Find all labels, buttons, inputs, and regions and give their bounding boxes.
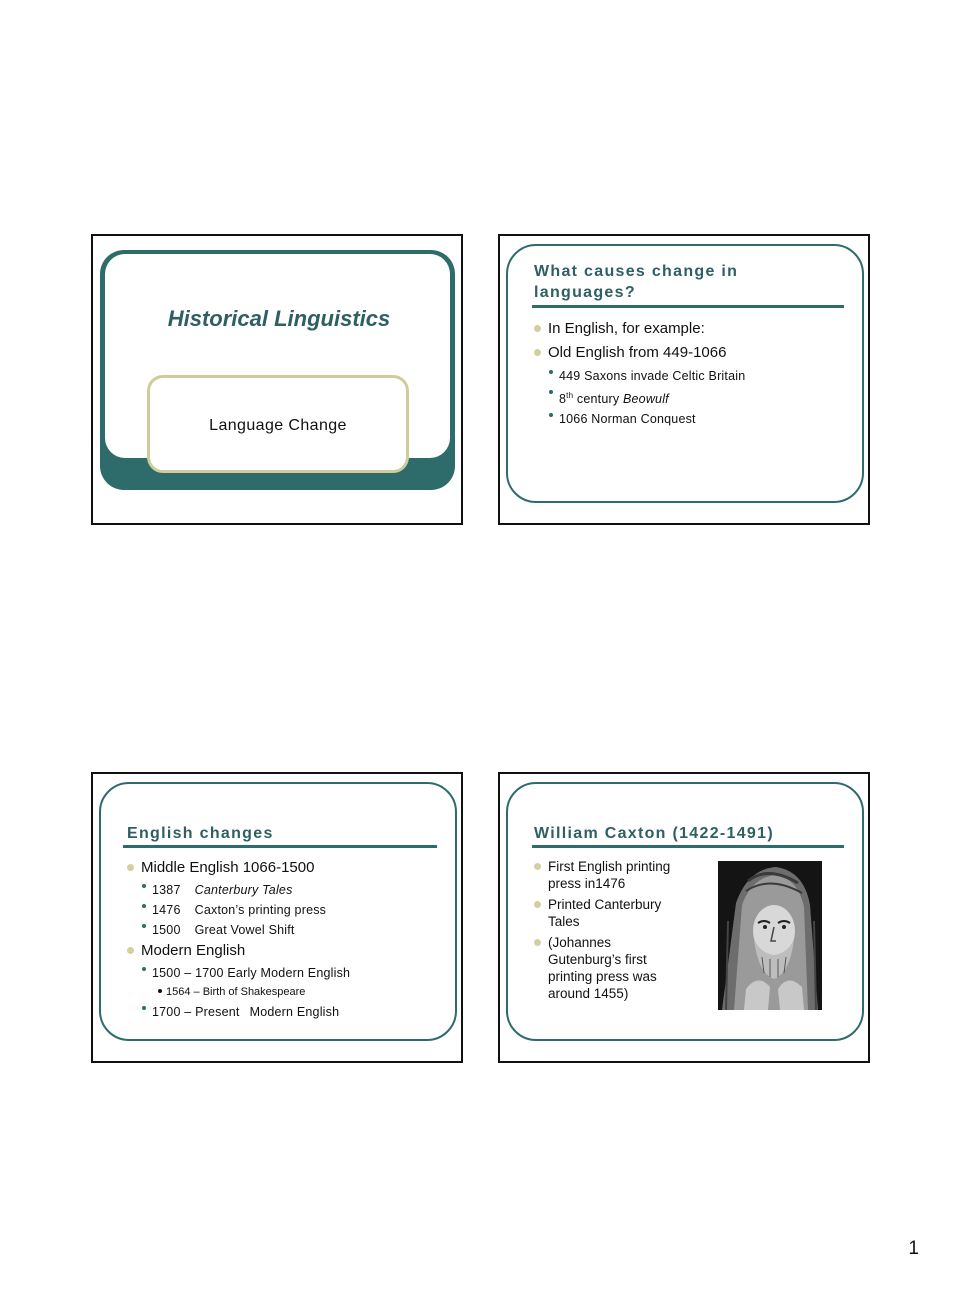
slide-4-title-rule <box>532 845 844 848</box>
caxton-portrait <box>718 861 822 1010</box>
slide-2-title: What causes change in languages? <box>534 263 739 301</box>
slide-3-title: English changes <box>127 825 274 842</box>
sub-list-item: 1066 Norman Conquest <box>549 411 834 427</box>
sub-list-item: 1476 Caxton’s printing press <box>142 902 437 918</box>
bullet-icon <box>534 901 541 908</box>
slide-3-title-rule <box>123 845 437 848</box>
list-item: Old English from 449-1066 <box>534 344 834 362</box>
list-item: Modern English <box>127 942 437 960</box>
bullet-icon <box>158 989 162 993</box>
sub-list-item: 1700 – Present Modern English <box>142 1004 437 1020</box>
slide-1-subtitle: Language Change <box>209 417 347 434</box>
bullet-icon <box>534 863 541 870</box>
list-item: First English printing press in1476 <box>534 858 684 892</box>
sub-sub-list-item: 1564 – Birth of Shakespeare <box>158 985 437 999</box>
sub-list-item: 449 Saxons invade Celtic Britain <box>549 368 834 384</box>
sub-list-item: 1387 Canterbury Tales <box>142 882 437 898</box>
slide-4 <box>498 772 870 1063</box>
bullet-icon <box>549 390 553 394</box>
bullet-icon <box>142 924 146 928</box>
bullet-icon <box>549 370 553 374</box>
bullet-icon <box>142 967 146 971</box>
bullet-icon <box>142 884 146 888</box>
slide-3-bullet-list <box>127 859 437 1024</box>
list-item: In English, for example: <box>534 320 834 338</box>
slide-3 <box>91 772 463 1063</box>
sub-list-item: 1500 – 1700 Early Modern English <box>142 965 437 981</box>
bullet-icon <box>534 939 541 946</box>
slide-1-subtitle-box <box>147 375 409 473</box>
slide-2-title-rule <box>532 305 844 308</box>
sub-list-item: 1500 Great Vowel Shift <box>142 922 437 938</box>
sub-list-item: 8th century Beowulf <box>549 388 834 407</box>
list-item: (Johannes Gutenburg’s first printing press was around 1455) <box>534 934 684 1002</box>
slide-2 <box>498 234 870 525</box>
bullet-icon <box>142 904 146 908</box>
bullet-icon <box>127 947 134 954</box>
portrait-illustration-icon <box>718 861 822 1010</box>
bullet-icon <box>142 1006 146 1010</box>
slide-4-bullet-list <box>534 858 684 1006</box>
list-item: Middle English 1066-1500 <box>127 859 437 877</box>
slide-1 <box>91 234 463 525</box>
bullet-icon <box>534 325 541 332</box>
slide-1-title: Historical Linguistics <box>167 306 391 331</box>
slide-4-title: William Caxton (1422-1491) <box>534 825 774 842</box>
slide-2-bullet-list <box>534 320 834 431</box>
bullet-icon <box>549 413 553 417</box>
list-item: Printed Canterbury Tales <box>534 896 684 930</box>
page-number: 1 <box>908 1238 919 1259</box>
bullet-icon <box>127 864 134 871</box>
bullet-icon <box>534 349 541 356</box>
